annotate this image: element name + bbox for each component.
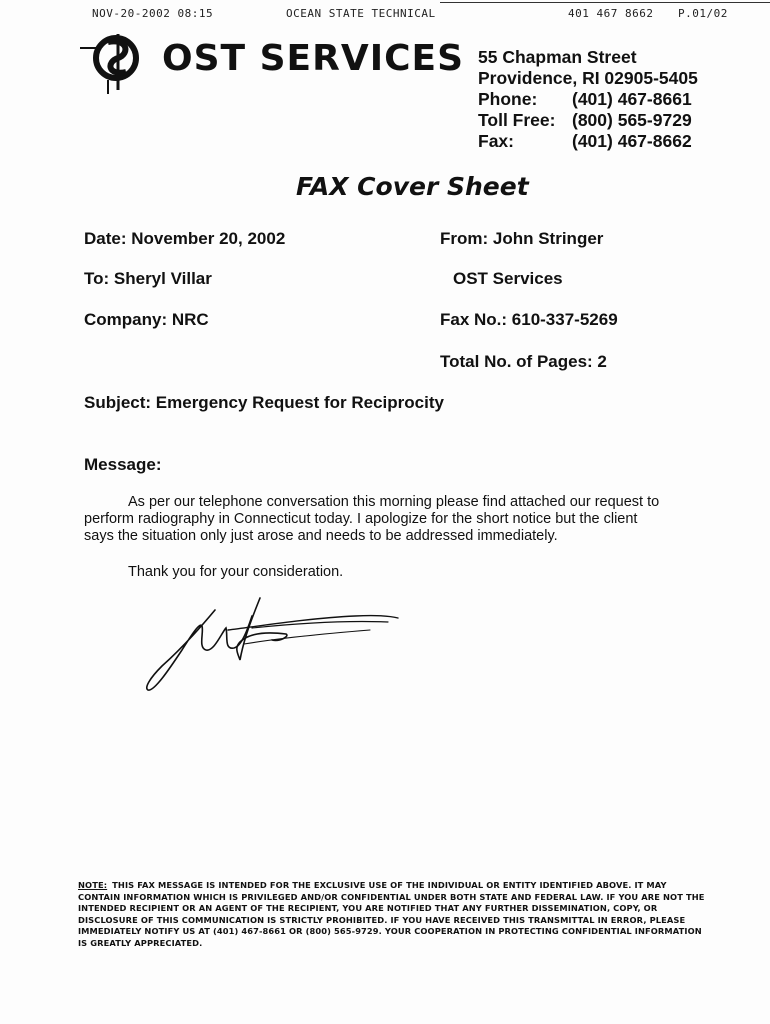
confidentiality-note xyxy=(78,880,708,949)
note-label: NOTE: xyxy=(78,880,108,890)
phone-value: (401) 467-8661 xyxy=(572,89,692,109)
address-city: Providence, RI 02905-5405 xyxy=(478,68,698,88)
phone-label: Phone: xyxy=(478,89,538,109)
subject-field: Subject: Emergency Request for Reciprocity xyxy=(84,393,444,412)
tollfree-label: Toll Free: xyxy=(478,110,556,130)
tollfree-value: (800) 565-9729 xyxy=(572,110,692,130)
message-thanks: Thank you for your consideration. xyxy=(128,564,344,580)
message-line-3: says the situation only just arose and needs to be addressed immediately. xyxy=(84,528,558,544)
fax-label: Fax: xyxy=(478,131,514,151)
company-field: Company: NRC xyxy=(84,310,209,329)
header-rule xyxy=(440,2,770,3)
tollfree-row xyxy=(478,110,692,131)
fax-number-field: Fax No.: 610-337-5269 xyxy=(440,310,618,329)
message-label: Message: xyxy=(84,455,162,474)
fax-row xyxy=(478,131,692,152)
company-name: OST SERVICES xyxy=(162,38,465,79)
fax-value: (401) 467-8662 xyxy=(572,131,692,151)
message-line-1: As per our telephone conversation this morning please find attached our request to xyxy=(128,494,660,510)
from-field: From: John Stringer xyxy=(440,229,604,248)
fax-sender-name: OCEAN STATE TECHNICAL xyxy=(286,7,436,20)
fax-page-number: P.01/02 xyxy=(678,7,728,20)
handwritten-signature-icon xyxy=(140,588,410,698)
message-line-2: perform radiography in Connecticut today. I apologize for the short notice but the client xyxy=(84,511,638,527)
note-text: THIS FAX MESSAGE IS INTENDED FOR THE EXCLUSIVE USE OF THE INDIVIDUAL OR ENTITY IDENTIFIED ABOVE. IT MAY CONTAIN INFORMATION WHICH IS PRIVILEGED AND/OR CONFIDENTIAL UNDER BOTH STATE AND FEDERAL LAW. IF YOU ARE NOT THE INTENDED RECIPIENT OR AN AGENT OF THE RECIPIENT, YOU ARE NOTIFIED THAT ANY FURTHER DISSEMINATION, COPY, OR DISCLOSURE OF THIS COMMUNICATION IS STRICTLY PROHIBITED. IF YOU HAVE RECEIVED THIS TRANSMITTAL IN ERROR, PLEASE IMMEDIATELY NOTIFY US AT (401) 467-8661 OR (800) 565-9729. YOUR COOPERATION IN PROTECTING CONFIDENTIAL INFORMATION IS GREATLY APPRECIATED. xyxy=(78,880,705,948)
date-field: Date: November 20, 2002 xyxy=(84,229,286,248)
from-company-field: OST Services xyxy=(453,269,563,288)
total-pages-field: Total No. of Pages: 2 xyxy=(440,352,607,371)
page-title: FAX Cover Sheet xyxy=(296,172,529,201)
fax-timestamp: NOV-20-2002 08:15 xyxy=(92,7,214,20)
company-logo-icon xyxy=(78,28,158,98)
address-street: 55 Chapman Street xyxy=(478,47,637,67)
fax-sender-number: 401 467 8662 xyxy=(568,7,654,20)
to-field: To: Sheryl Villar xyxy=(84,269,212,288)
phone-row xyxy=(478,89,692,110)
